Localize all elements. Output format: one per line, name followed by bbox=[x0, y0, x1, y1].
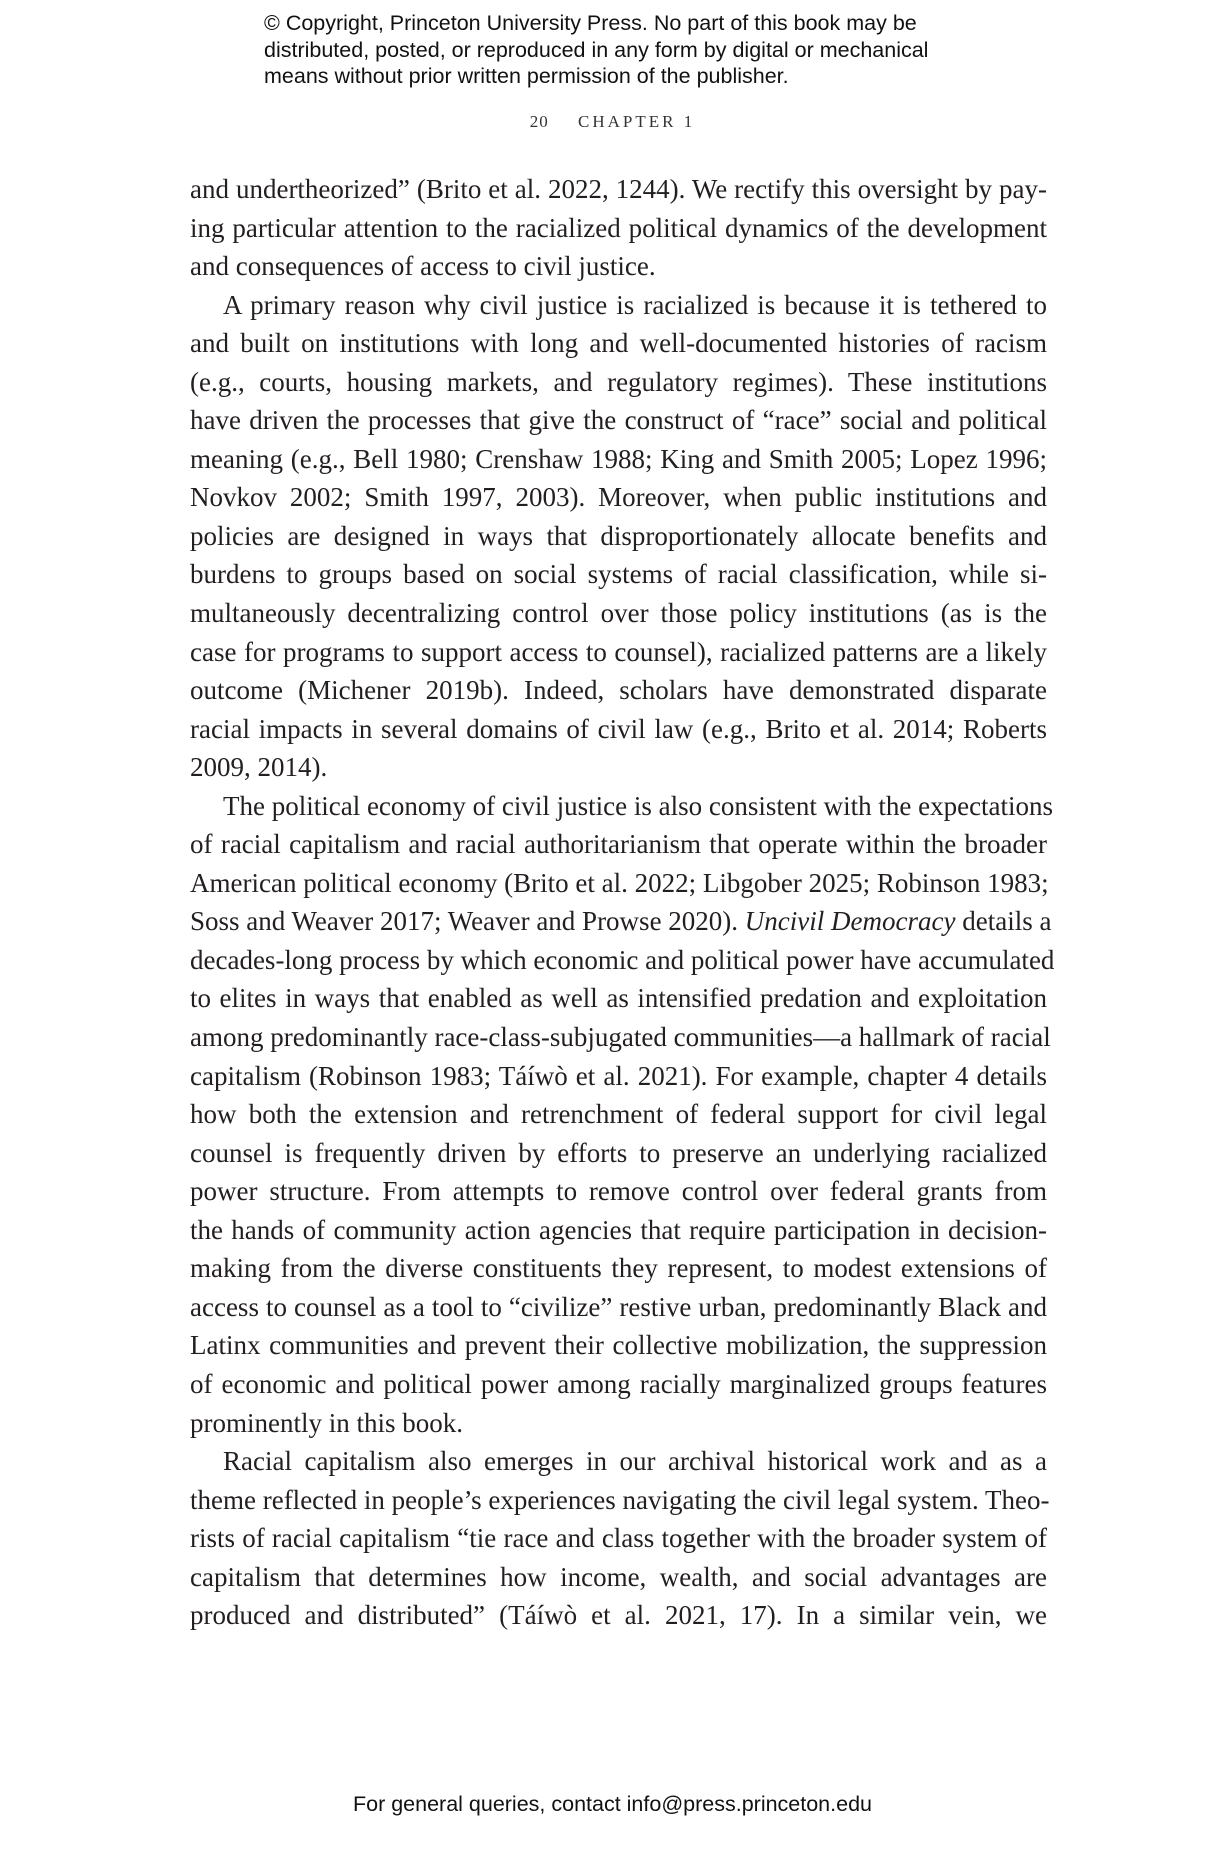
text-line: policies are designed in ways that disproportionately allocate benefits and bbox=[190, 520, 1047, 551]
chapter-label: CHAPTER 1 bbox=[578, 112, 696, 131]
text-line: Latinx communities and prevent their collective mobilization, the suppression bbox=[190, 1330, 1047, 1361]
text-line: prominently in this book. bbox=[190, 1407, 463, 1438]
text-line: multaneously decentralizing control over those policy institutions (as is the bbox=[190, 598, 1047, 629]
text-line: American political economy (Brito et al. 2022; Libgober 2025; Robinson 1983; bbox=[190, 867, 1049, 898]
text-line: rists of racial capitalism “tie race and class together with the broader system of bbox=[190, 1523, 1047, 1554]
text-line: and built on institutions with long and well-documented histories of racism bbox=[190, 328, 1047, 359]
italic-title: Uncivil Democracy bbox=[744, 906, 956, 937]
text-line: Novkov 2002; Smith 1997, 2003). Moreover, when public institutions and bbox=[190, 482, 1047, 513]
text-line: making from the diverse constituents they represent, to modest extensions of bbox=[190, 1253, 1047, 1284]
text-line: the hands of community action agencies that require participation in decision- bbox=[190, 1214, 1047, 1245]
text-line: how both the extension and retrenchment of federal support for civil legal bbox=[190, 1099, 1047, 1130]
text-line: A primary reason why civil justice is racialized is because it is tethered to bbox=[223, 289, 1047, 320]
running-head bbox=[0, 112, 1225, 132]
text-line: Racial capitalism also emerges in our archival historical work and as a bbox=[223, 1446, 1047, 1477]
text-line: to elites in ways that enabled as well as intensified predation and exploitation bbox=[190, 983, 1047, 1014]
paragraph bbox=[190, 170, 1047, 286]
text-line: and consequences of access to civil justice. bbox=[190, 251, 656, 282]
text-line: theme reflected in people’s experiences navigating the civil legal system. Theo- bbox=[190, 1484, 1050, 1515]
text-line: of racial capitalism and racial authoritarianism that operate within the broader bbox=[190, 829, 1047, 860]
text-line: capitalism that determines how income, wealth, and social advantages are bbox=[190, 1561, 1047, 1592]
text-line: Soss and Weaver 2017; Weaver and Prowse 2020). Uncivil Democracy details a bbox=[190, 906, 1052, 937]
text-line: of economic and political power among racially marginalized groups features bbox=[190, 1368, 1047, 1399]
copyright-line: © Copyright, Princeton University Press. No part of this book may be bbox=[264, 11, 917, 35]
copyright-notice bbox=[264, 10, 984, 90]
text-line: decades-long process by which economic and political power have accumulated bbox=[190, 944, 1055, 975]
text-line: counsel is frequently driven by efforts to preserve an underlying racialized bbox=[190, 1137, 1047, 1168]
text-line: access to counsel as a tool to “civilize” restive urban, predominantly Black and bbox=[190, 1291, 1047, 1322]
text-line: capitalism (Robinson 1983; Táíwò et al. 2021). For example, chapter 4 details bbox=[190, 1060, 1047, 1091]
text-line: outcome (Michener 2019b). Indeed, scholars have demonstrated disparate bbox=[190, 675, 1047, 706]
text-line: 2009, 2014). bbox=[190, 752, 328, 783]
paragraph bbox=[190, 787, 1055, 1442]
body-text bbox=[190, 170, 1055, 1635]
footer-contact: For general queries, contact info@press.princeton.edu bbox=[352, 1792, 872, 1816]
copyright-line: distributed, posted, or reproduced in any form by digital or mechanical bbox=[264, 37, 929, 62]
paragraph bbox=[190, 286, 1047, 787]
text-line: case for programs to support access to counsel), racialized patterns are a likely bbox=[190, 636, 1047, 667]
text-line: and undertheorized” (Brito et al. 2022, 1244). We rectify this oversight by pay- bbox=[190, 174, 1047, 204]
text-line: (e.g., courts, housing markets, and regulatory regimes). These institutions bbox=[190, 366, 1047, 397]
text-line: meaning (e.g., Bell 1980; Crenshaw 1988; King and Smith 2005; Lopez 1996; bbox=[190, 443, 1047, 474]
text-line: among predominantly race-class-subjugated communities—a hallmark of racial bbox=[190, 1022, 1051, 1053]
text-line: burdens to groups based on social systems of racial classification, while si- bbox=[190, 559, 1047, 590]
text-line: ing particular attention to the racialized political dynamics of the development bbox=[190, 212, 1047, 243]
text-line: have driven the processes that give the construct of “race” social and political bbox=[190, 405, 1047, 436]
paragraph bbox=[190, 1442, 1050, 1635]
text-line: racial impacts in several domains of civil law (e.g., Brito et al. 2014; Roberts bbox=[190, 713, 1047, 744]
text-line: power structure. From attempts to remove control over federal grants from bbox=[190, 1176, 1047, 1207]
text-line: The political economy of civil justice is also consistent with the expectations bbox=[223, 790, 1054, 821]
copyright-line: means without prior written permission of the publisher. bbox=[264, 64, 789, 88]
page-number: 20 bbox=[529, 112, 549, 131]
text-line: produced and distributed” (Táíwò et al. 2021, 17). In a similar vein, we bbox=[190, 1600, 1047, 1631]
